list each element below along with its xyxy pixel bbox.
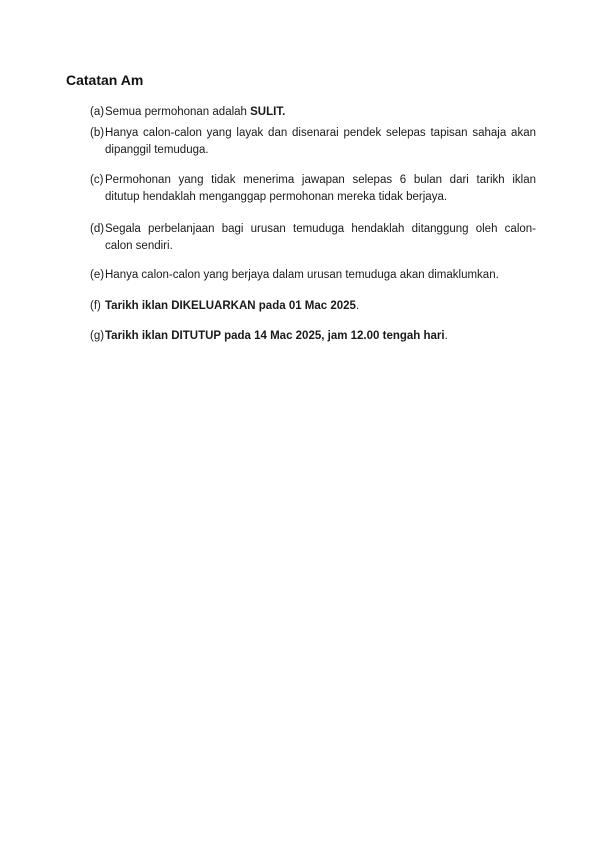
- note-text-bold: Tarikh iklan DIKELUARKAN pada 01 Mac 2025: [105, 300, 356, 312]
- note-text: [105, 125, 536, 159]
- note-text-bold: Tarikh iklan DITUTUP pada 14 Mac 2025, jam 12.00 tengah hari: [105, 330, 445, 342]
- note-line: [105, 328, 536, 345]
- note-label: (g): [90, 330, 105, 342]
- note-text-bold: SULIT.: [250, 106, 286, 118]
- note-item-c: [90, 172, 536, 206]
- note-line: Hanya calon-calon yang layak dan disenarai pendek selepas tapisan sahaja akan: [105, 127, 536, 139]
- note-line: Permohonan yang tidak menerima jawapan selepas 6 bulan dari tarikh iklan: [105, 174, 536, 186]
- note-label: (c): [90, 174, 104, 186]
- note-label: (b): [90, 127, 105, 139]
- note-text: [105, 172, 536, 206]
- note-line: [105, 298, 536, 315]
- note-text: [105, 221, 536, 255]
- note-label: (a): [90, 106, 105, 118]
- note-line: Hanya calon-calon yang berjaya dalam urusan temuduga akan dimaklumkan.: [105, 269, 499, 281]
- note-line: dipanggil temuduga.: [105, 144, 209, 156]
- note-text-normal: Semua permohonan adalah: [105, 106, 251, 118]
- page-title: Catatan Am: [66, 72, 144, 88]
- note-item-d: [90, 221, 536, 255]
- note-item-e: [90, 267, 536, 284]
- note-text-normal: .: [444, 330, 448, 342]
- notes-list: [90, 104, 536, 345]
- note-text: [105, 267, 536, 284]
- note-label: (d): [90, 223, 105, 235]
- note-text-normal: .: [355, 300, 360, 312]
- note-line: Segala perbelanjaan bagi urusan temuduga hendaklah ditanggung oleh calon-: [105, 223, 536, 235]
- note-line: ditutup hendaklah menganggap permohonan mereka tidak berjaya.: [105, 191, 448, 203]
- note-label: (f): [90, 300, 101, 312]
- note-line: calon sendiri.: [105, 240, 173, 252]
- note-text: [105, 104, 536, 121]
- note-item-f: [90, 298, 536, 315]
- note-text: [105, 328, 536, 345]
- note-label: (e): [90, 269, 105, 281]
- note-text: [105, 298, 536, 315]
- note-item-a: [90, 104, 536, 121]
- note-line: [105, 104, 536, 121]
- note-item-b: [90, 125, 536, 159]
- note-item-g: [90, 328, 536, 345]
